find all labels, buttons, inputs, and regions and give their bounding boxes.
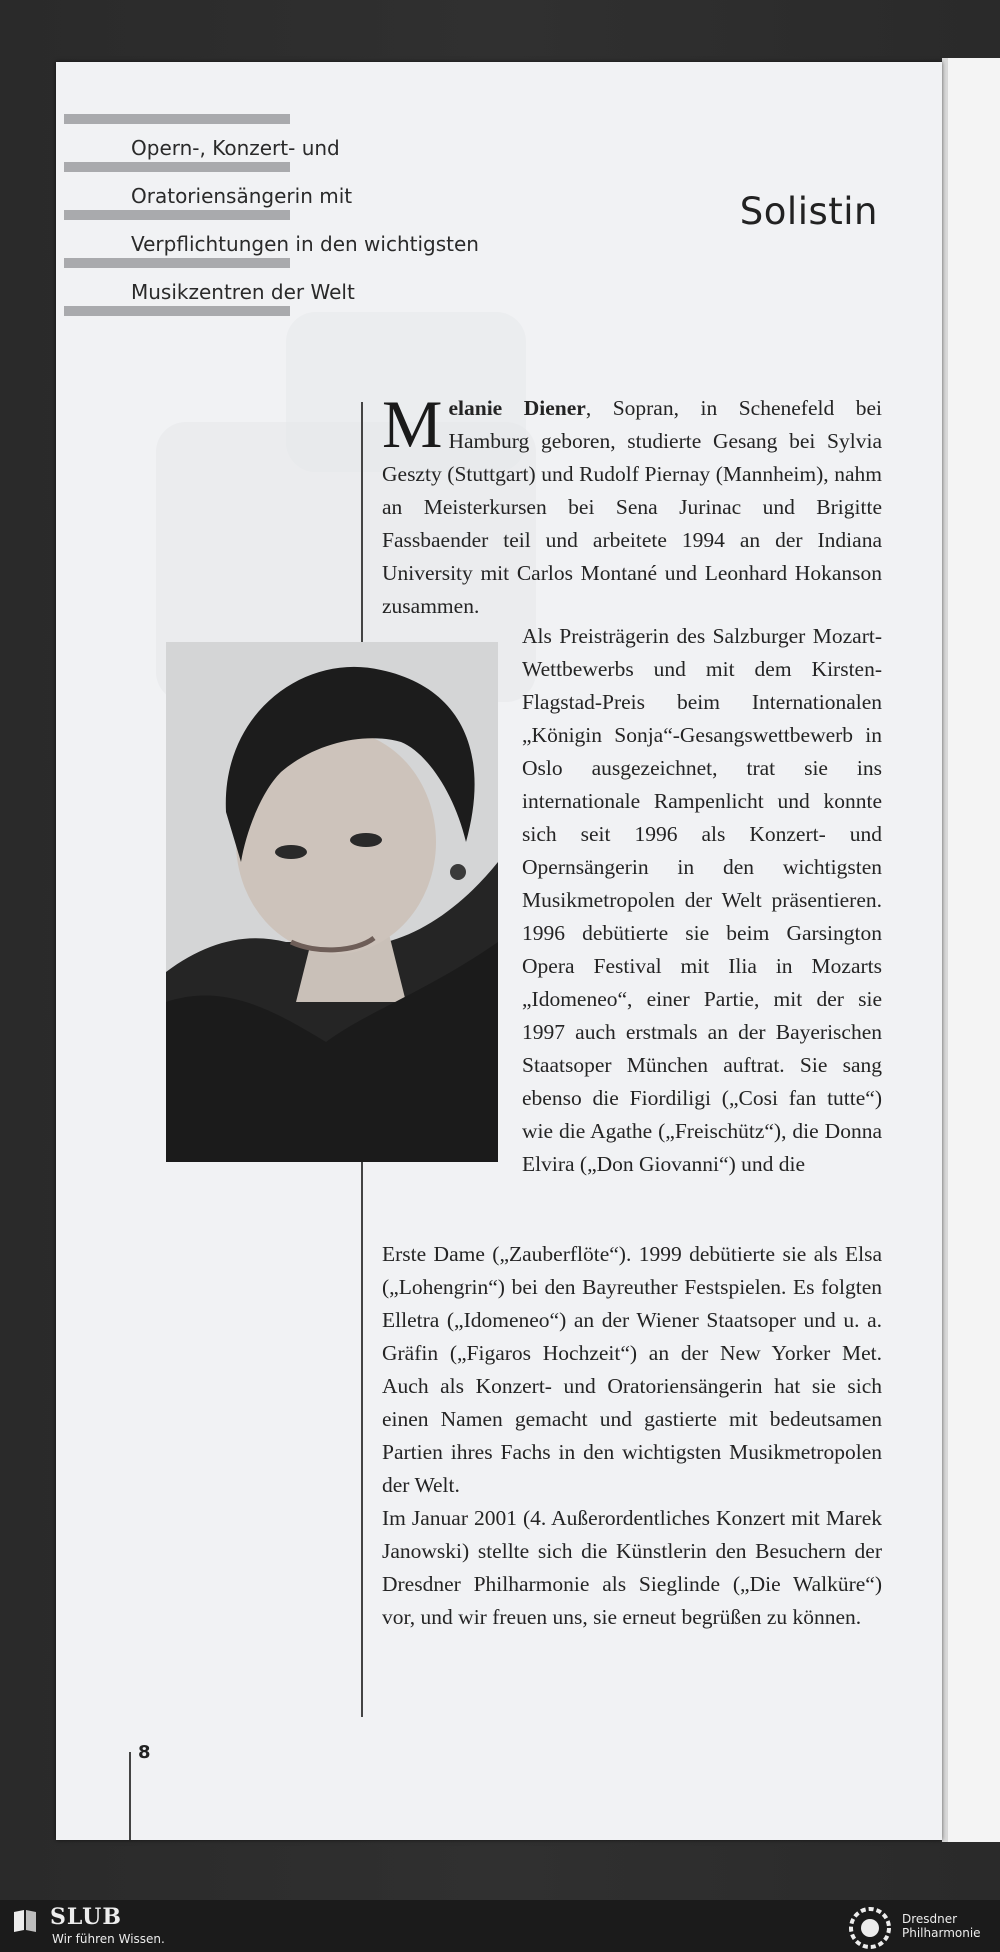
biography-intro — [382, 386, 882, 623]
drop-cap: M — [382, 386, 443, 462]
biography-closing: Im Januar 2001 (4. Außerordentliches Konzert mit Marek Janowski) stellte sich die Künstlerin den Besuchern der Dresdner Philharmonie als Sieglinde („Die Walküre“) vor, und wir freuen uns, sie erneut begrüßen zu können. — [382, 1506, 882, 1629]
tagline-line: Musikzentren der Welt — [131, 280, 355, 304]
orchestra-name-line: Philharmonie — [902, 1926, 981, 1940]
tagline-line: Opern-, Konzert- und — [131, 136, 340, 160]
page-number: 8 — [138, 1742, 151, 1763]
book-icon — [12, 1908, 38, 1934]
tagline — [131, 124, 479, 316]
artist-name: elanie Diener — [448, 396, 586, 420]
orchestra-name-line: Dresdner — [902, 1912, 958, 1926]
biography-intro-text: , Sopran, in Schenefeld bei Hamburg geboren, studierte Gesang bei Sylvia Geszty (Stuttgart) und Rudolf Piernay (Mannheim), nahm an Meisterkursen bei Sena Jurinac und Brigitte Fassbaender teil und arbeitete 1994 an der Indiana University mit Carlos Montané und Leonhard Hokanson zusammen. — [382, 396, 882, 618]
orchestra-name — [902, 1912, 981, 1940]
page-number-rule — [129, 1752, 131, 1840]
decorative-bar — [64, 114, 290, 124]
biography-beside-photo — [522, 620, 882, 1181]
facing-page-edge — [942, 58, 1000, 1842]
footer-bar — [0, 1900, 1000, 1952]
library-tagline: Wir führen Wissen. — [52, 1932, 165, 1946]
library-name: SLUB — [50, 1904, 122, 1930]
page-title: Solistin — [739, 190, 878, 233]
tagline-line: Verpflichtungen in den wichtigsten — [131, 232, 479, 256]
biography-below-photo — [382, 1238, 882, 1634]
biography-paragraph: Erste Dame („Zauberflöte“). 1999 debütierte sie als Elsa („Lohengrin“) bei den Bayreuther Festspielen. Es folgten Elletra („Idomeneo“) an der Wiener Staatsoper und u. a. Gräfin („Figaros Hochzeit“) an der New Yorker Met. Auch als Konzert- und Oratoriensängerin hat sie sich einen Namen gemacht und gastierte mit bedeutsamen Partien ihres Fachs in den wichtigsten Musikmetropolen der Welt. — [382, 1242, 882, 1497]
orchestra-logo-icon — [846, 1906, 894, 1950]
tagline-line: Oratoriensängerin mit — [131, 184, 353, 208]
biography-paragraph: Als Preisträgerin des Salzburger Mozart-Wettbewerbs und mit dem Kirsten-Flagstad-Preis beim Internationalen „Königin Sonja“-Gesangswettbewerb in Oslo ausgezeichnet, trat sie ins internationale Rampenlicht und konnte sich seit 1996 als Konzert- und Opernsängerin in den wichtigsten Musikmetropolen der Welt präsentieren. 1996 debütierte sie beim Garsington Opera Festival mit Ilia in Mozarts „Idomeneo“, einer Partie, mit der sie 1997 auch erstmals an der Bayerischen Staatsoper München auftrat. Sie sang ebenso die Fiordiligi („Cosi fan tutte“) wie die Agathe („Freischütz“), die Donna Elvira („Don Giovanni“) und die — [522, 624, 882, 1176]
portrait-photo — [166, 642, 498, 1162]
brochure-page — [56, 62, 942, 1840]
